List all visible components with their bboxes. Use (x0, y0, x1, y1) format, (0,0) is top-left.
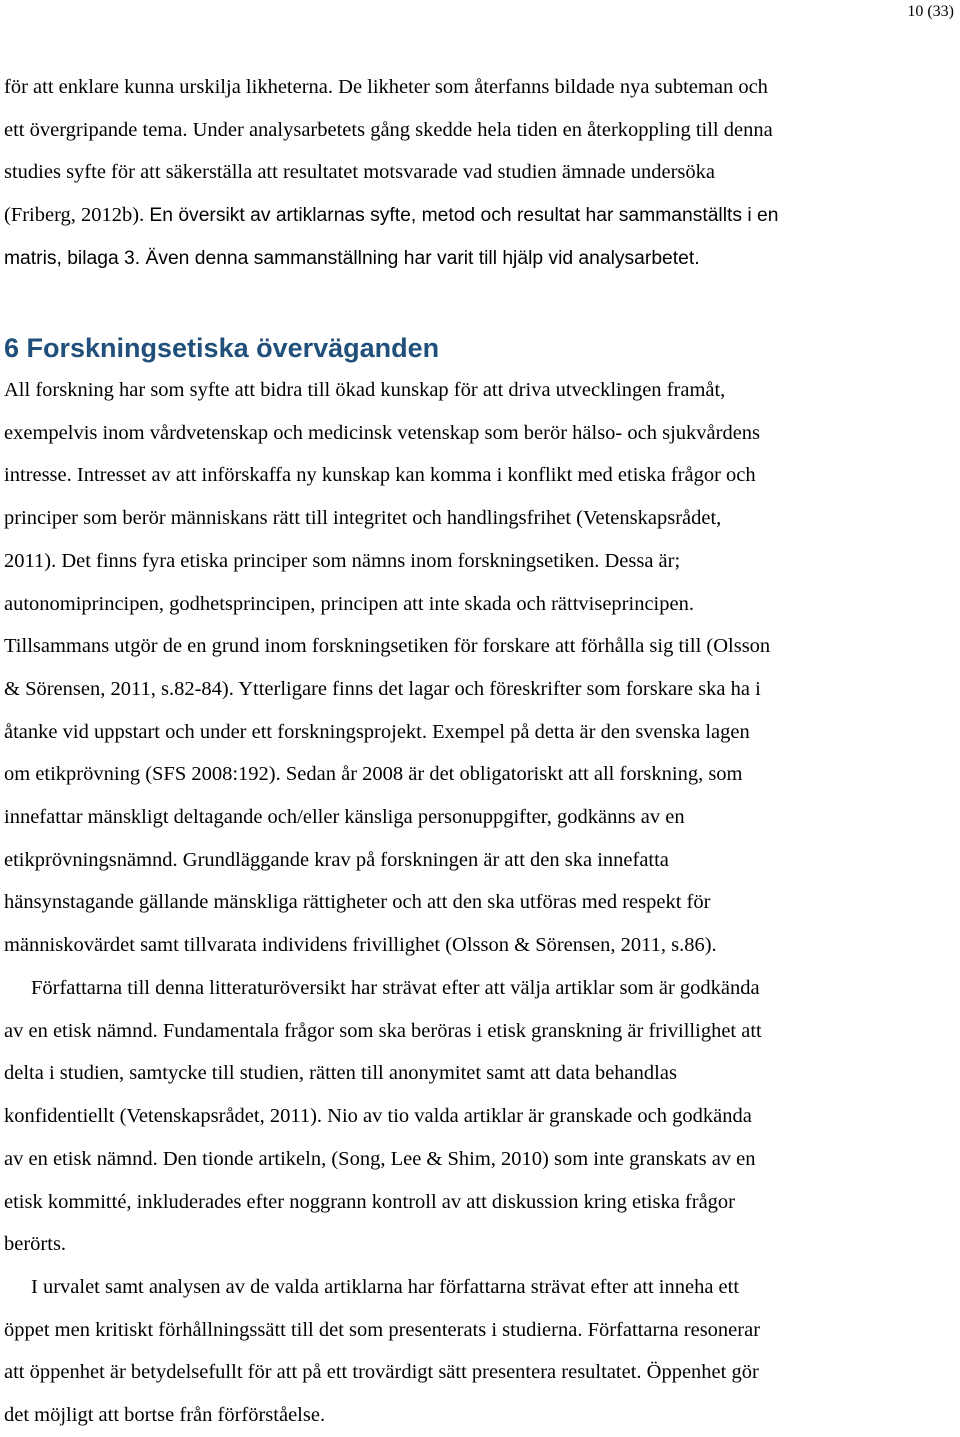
paragraph-line (4, 194, 928, 238)
paragraph-line: & Sörensen, 2011, s.82-84). Ytterligare finns det lagar och föreskrifter som forskare ska ha i (4, 677, 761, 700)
paragraph-line: innefattar mänskligt deltagande och/eller känsliga personuppgifter, godkänns av en (4, 806, 685, 829)
paragraph-line: Tillsammans utgör de en grund inom forskningsetiken för forskare att förhålla sig till (Olsson (4, 635, 771, 658)
paragraph-line: av en etisk nämnd. Den tionde artikeln, (Song, Lee & Shim, 2010) som inte granskats av en (4, 1147, 756, 1170)
paragraph-line: öppet men kritiskt förhållningssätt till det som presenterats i studierna. Författarna resonerar (4, 1318, 761, 1341)
paragraph-line: om etikprövning (SFS 2008:192). Sedan år 2008 är det obligatoriskt att all forskning, som (4, 763, 743, 786)
paragraph-line: människovärdet samt tillvarata individens frivillighet (Olsson & Sörensen, 2011, s.86). (4, 934, 717, 957)
paragraph-line: intresse. Intresset av att införskaffa ny kunskap kan komma i konflikt med etiska frågor och (4, 464, 756, 487)
paragraph-line: matris, bilaga 3. Även denna sammanställning har varit till hjälp vid analysarbetet. (4, 247, 700, 269)
section-paragraph-2 (4, 967, 928, 1266)
paragraph-line: att öppenhet är betydelsefullt för att på ett trovärdigt sätt presentera resultatet. Öppenhet gör (4, 1361, 759, 1384)
paragraph-text: (Friberg, 2012b). (4, 204, 145, 227)
page-number: 10 (33) (907, 3, 954, 20)
section-paragraph-1 (4, 369, 928, 967)
paragraph-line: det möjligt att bortse från förförståelse. (4, 1404, 326, 1427)
paragraph-line: åtanke vid uppstart och under ett forskningsprojekt. Exempel på detta är den svenska lagen (4, 720, 750, 743)
paragraph-line: Författarna till denna litteraturöversikt har strävat efter att välja artiklar som är godkända (31, 977, 760, 999)
paragraph-line: 2011). Det finns fyra etiska principer som nämns inom forskningsetiken. Dessa är; (4, 549, 681, 572)
paragraph-text: En översikt av artiklarnas syfte, metod och resultat har sammanställts i en (149, 205, 779, 227)
section-paragraph-3 (4, 1266, 928, 1437)
paragraph-line: autonomiprincipen, godhetsprincipen, principen att inte skada och rättviseprincipen. (4, 592, 694, 615)
paragraph-line: berörts. (4, 1233, 67, 1256)
paragraph-line: hänsynstagande gällande mänskliga rättigheter och att den ska utföras med respekt för (4, 891, 711, 914)
paragraph-line: konfidentiellt (Vetenskapsrådet, 2011). Nio av tio valda artiklar är granskade och godkända (4, 1105, 752, 1128)
paragraph-line: delta i studien, samtycke till studien, rätten till anonymitet samt att data behandlas (4, 1062, 677, 1085)
paragraph-line: ett övergripande tema. Under analysarbetets gång skedde hela tiden en återkoppling till denna (4, 118, 773, 141)
intro-paragraph (4, 66, 928, 281)
paragraph-line: etisk kommitté, inkluderades efter noggrann kontroll av att diskussion kring etiska frågor (4, 1190, 736, 1213)
paragraph-line: studies syfte för att säkerställa att resultatet motsvarade vad studien ämnade undersöka (4, 161, 716, 184)
paragraph-line: av en etisk nämnd. Fundamentala frågor som ska beröras i etisk granskning är frivillighet att (4, 1019, 762, 1042)
paragraph-line: etikprövningsnämnd. Grundläggande krav på forskningen är att den ska innefatta (4, 848, 669, 871)
paragraph-line: principer som berör människans rätt till integritet och handlingsfrihet (Vetenskapsrådet, (4, 507, 722, 530)
paragraph-line: exempelvis inom vårdvetenskap och medicinsk vetenskap som berör hälso- och sjukvårdens (4, 421, 761, 444)
paragraph-line: All forskning har som syfte att bidra till ökad kunskap för att driva utvecklingen framåt, (4, 379, 726, 401)
paragraph-line: I urvalet samt analysen av de valda artiklarna har författarna strävat efter att inneha ett (31, 1276, 740, 1298)
section-heading: 6 Forskningsetiska överväganden (4, 333, 440, 363)
paragraph-line: för att enklare kunna urskilja likheterna. De likheter som återfanns bildade nya subteman och (4, 76, 768, 98)
